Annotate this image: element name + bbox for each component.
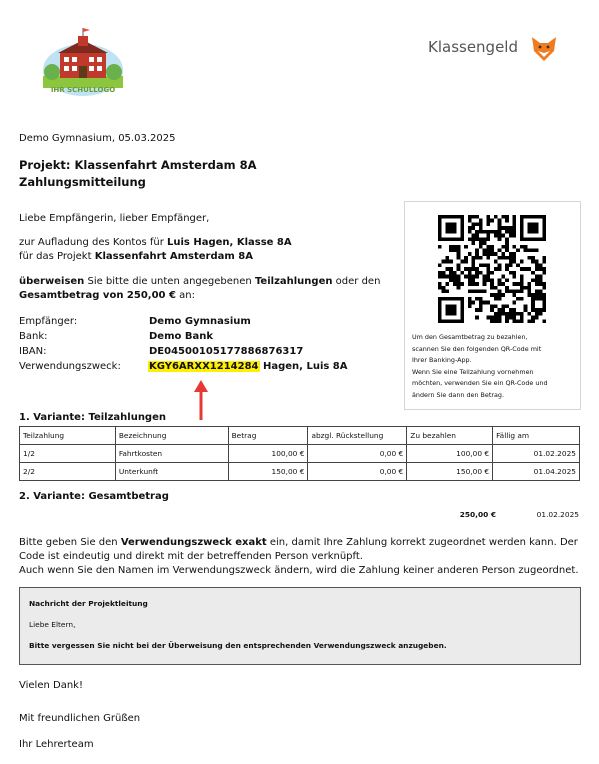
fox-logo-icon xyxy=(528,33,560,65)
account-line: zur Aufladung des Kontos für Luis Hagen, Klasse 8A xyxy=(19,237,292,248)
notice-title: Nachricht der Projektleitung xyxy=(29,599,148,608)
transfer-paragraph: überweisen Sie bitte die unten angegebenen Teilzahlungen oder den Gesamtbetrag von 250,00 € an: xyxy=(19,276,381,301)
recipient-label: Empfänger: xyxy=(19,316,78,327)
iban-value: DE04500105177886876317 xyxy=(149,346,304,357)
variant2-heading: 2. Variante: Gesamtbetrag xyxy=(19,491,169,502)
purpose-code: KGY6ARXX1214284 xyxy=(149,361,259,372)
brand-name: Klassengeld xyxy=(428,38,518,56)
qr-code-icon xyxy=(438,215,546,323)
project-lead-notice xyxy=(19,587,581,665)
school-logo-text: IHR SCHULLOGO xyxy=(50,86,116,94)
document-subtitle: Zahlungsmitteilung xyxy=(19,175,146,189)
notice-message: Bitte vergessen Sie nicht bei der Überweisung den entsprechenden Verwendungszweck anzugeben. xyxy=(29,641,447,650)
salutation: Liebe Empfängerin, lieber Empfänger, xyxy=(19,213,210,224)
variant1-heading: 1. Variante: Teilzahlungen xyxy=(19,412,166,423)
total-due-date: 01.02.2025 xyxy=(536,510,579,519)
qr-instructions: Um den Gesamtbetrag zu bezahlen, scannen Sie den folgenden QR-Code mit Ihrer Banking-App. Wenn Sie eine Teilzahlung vornehmen möchten, verwenden Sie ein QR-Code und ändern Sie dann den Betrag. xyxy=(412,333,548,399)
signature: Ihr Lehrerteam xyxy=(19,739,94,750)
col-header: Teilzahlung xyxy=(20,427,116,445)
total-amount: 250,00 € xyxy=(459,510,496,519)
project-line: für das Projekt Klassenfahrt Amsterdam 8A xyxy=(19,251,253,262)
iban-label: IBAN: xyxy=(19,346,47,357)
purpose-label: Verwendungszweck: xyxy=(19,361,121,372)
regards: Mit freundlichen Grüßen xyxy=(19,713,141,724)
recipient-value: Demo Gymnasium xyxy=(149,316,251,327)
bank-label: Bank: xyxy=(19,331,48,342)
col-header: Betrag xyxy=(228,427,308,445)
place-date: Demo Gymnasium, 05.03.2025 xyxy=(19,133,176,144)
col-header: Zu bezahlen xyxy=(407,427,493,445)
table-row: 1/2 Fahrtkosten 100,00 € 0,00 € 100,00 € 01.02.2025 xyxy=(20,445,580,463)
installments-table xyxy=(19,426,580,481)
table-header-row xyxy=(20,427,580,445)
table-row: 2/2 Unterkunft 150,00 € 0,00 € 150,00 € 01.04.2025 xyxy=(20,463,580,481)
thanks: Vielen Dank! xyxy=(19,680,83,691)
arrow-up-icon xyxy=(192,378,210,422)
col-header: abzgl. Rückstellung xyxy=(308,427,407,445)
col-header: Fällig am xyxy=(493,427,580,445)
purpose-info: Bitte geben Sie den Verwendungszweck exakt ein, damit Ihre Zahlung korrekt zugeordnet werden kann. Der Code ist eindeutig und direkt mit der betreffenden Person verknüpft. Auch wenn Sie den Namen im Verwendungszweck ändern, wird die Zahlung keiner anderen Person zugeordnet. xyxy=(19,537,579,576)
bank-value: Demo Bank xyxy=(149,331,213,342)
project-title: Projekt: Klassenfahrt Amsterdam 8A xyxy=(19,158,257,172)
col-header: Bezeichnung xyxy=(115,427,228,445)
notice-greeting: Liebe Eltern, xyxy=(29,620,76,629)
purpose-value: KGY6ARXX1214284 Hagen, Luis 8A xyxy=(149,361,348,372)
